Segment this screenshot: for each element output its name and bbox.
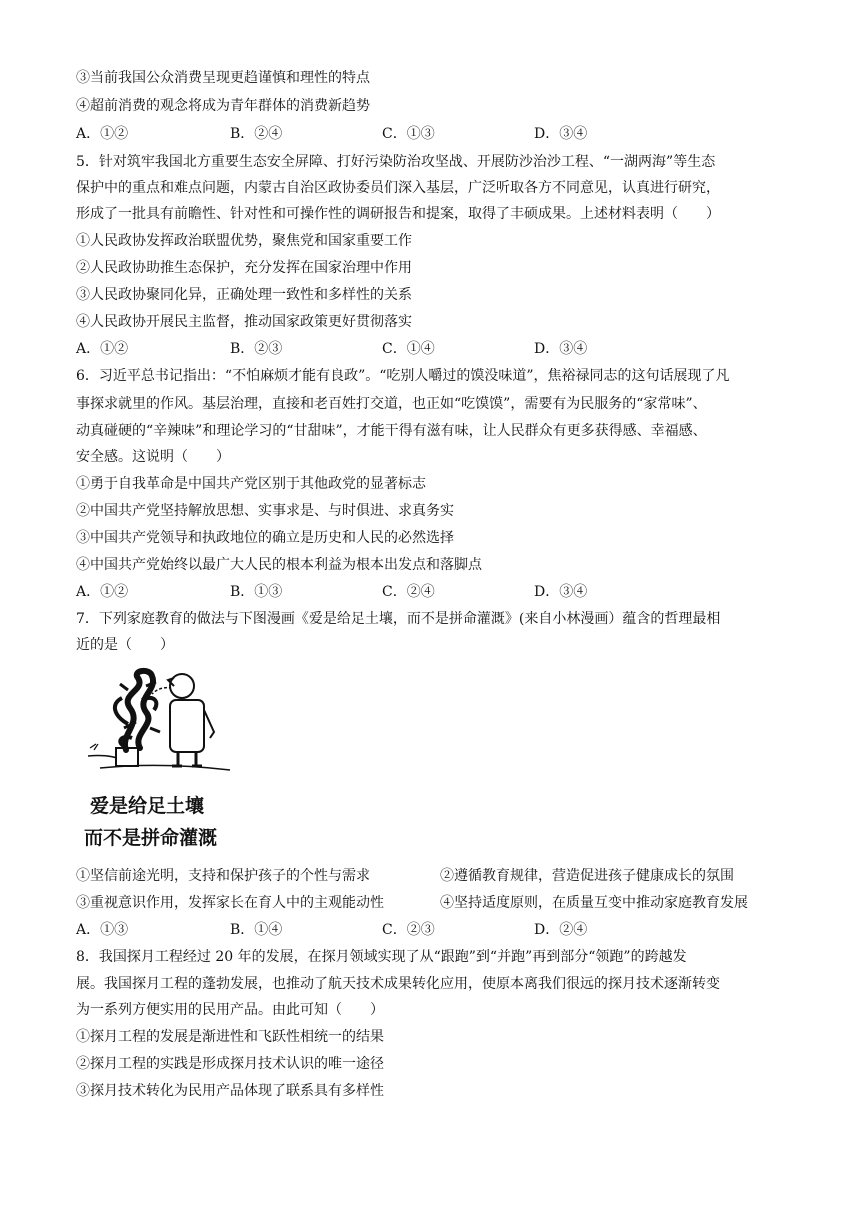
watering-cartoon-drawing bbox=[80, 664, 240, 860]
q7-option-d[interactable]: D．②④ bbox=[534, 922, 588, 938]
q5-statement-3: ③人民政协聚同化异，正确处理一致性和多样性的关系 bbox=[76, 287, 412, 303]
q7-option-c[interactable]: C．②③ bbox=[382, 922, 435, 938]
q5-stem-line-2: 保护中的重点和难点问题，内蒙古自治区政协委员们深入基层，广泛听取各方不同意见，认真进行研究， bbox=[76, 180, 720, 196]
cartoon-caption-line-2: 而不是拼命灌溉 bbox=[84, 827, 218, 849]
cartoon-caption-line-1: 爱是给足土壤 bbox=[90, 795, 205, 817]
q8-stem-line-2: 展。我国探月工程的蓬勃发展，也推动了航天技术成果转化应用，使原本离我们很远的探月技术逐渐转变 bbox=[76, 976, 720, 992]
q8-stem-line-1: 8．我国探月工程经过 20 年的发展，在探月领域实现了从“跟跑”到“并跑”再到部分“领跑”的跨越发 bbox=[76, 949, 687, 965]
q5-statement-4: ④人民政协开展民主监督，推动国家政策更好贯彻落实 bbox=[76, 314, 412, 330]
q4-option-c[interactable]: C．①③ bbox=[382, 126, 435, 142]
q7-statement-3: ③重视意识作用，发挥家长在育人中的主观能动性 bbox=[76, 895, 384, 911]
q6-stem-line-3: 动真碰硬的“辛辣味”和理论学习的“甘甜味”，才能干得有滋有味，让人民群众有更多获得感、幸福感、 bbox=[76, 423, 707, 439]
q8-statement-3: ③探月技术转化为民用产品体现了联系具有多样性 bbox=[76, 1083, 384, 1099]
q7-statement-2: ②遵循教育规律，营造促进孩子健康成长的氛围 bbox=[440, 868, 734, 884]
q7-stem-line-2: 近的是（ ） bbox=[76, 637, 174, 653]
q8-stem-line-3: 为一系列方便实用的民用产品。由此可知（ ） bbox=[76, 1002, 384, 1018]
q6-stem-line-2: 事探求就里的作风。基层治理，直接和老百姓打交道，也正如“吃馍馍”，需要有为民服务的“家常味”、 bbox=[76, 396, 707, 412]
q6-stem-line-1: 6．习近平总书记指出：“不怕麻烦才能有良政”。“吃别人嚼过的馍没味道”，焦裕禄同志的这句话展现了凡 bbox=[76, 368, 730, 384]
q5-option-a[interactable]: A．①② bbox=[76, 341, 129, 357]
q5-statement-2: ②人民政协助推生态保护，充分发挥在国家治理中作用 bbox=[76, 260, 412, 276]
q4-statement-3: ③当前我国公众消费呈现更趋谨慎和理性的特点 bbox=[76, 70, 370, 86]
q4-option-d[interactable]: D．③④ bbox=[534, 126, 588, 142]
q7-statement-4: ④坚持适度原则，在质量互变中推动家庭教育发展 bbox=[440, 895, 748, 911]
q4-statement-4: ④超前消费的观念将成为青年群体的消费新趋势 bbox=[76, 98, 370, 114]
q6-stem-line-4: 安全感。这说明（ ） bbox=[76, 449, 230, 465]
q6-option-c[interactable]: C．②④ bbox=[382, 584, 435, 600]
q6-statement-3: ③中国共产党领导和执政地位的确立是历史和人民的必然选择 bbox=[76, 530, 454, 546]
q7-option-b[interactable]: B．①④ bbox=[230, 922, 283, 938]
q7-option-a[interactable]: A．①③ bbox=[76, 922, 129, 938]
q6-statement-1: ①勇于自我革命是中国共产党区别于其他政党的显著标志 bbox=[76, 476, 426, 492]
q8-statement-1: ①探月工程的发展是渐进性和飞跃性相统一的结果 bbox=[76, 1029, 384, 1045]
q5-option-b[interactable]: B．②③ bbox=[230, 341, 283, 357]
q5-stem-line-1: 5．针对筑牢我国北方重要生态安全屏障、打好污染防治攻坚战、开展防沙治沙工程、“一湖两海”等生态 bbox=[76, 154, 716, 170]
q8-statement-2: ②探月工程的实践是形成探月技术认识的唯一途径 bbox=[76, 1056, 384, 1072]
q6-option-d[interactable]: D．③④ bbox=[534, 584, 588, 600]
cartoon-illustration bbox=[80, 664, 240, 860]
q6-statement-4: ④中国共产党始终以最广大人民的根本利益为根本出发点和落脚点 bbox=[76, 557, 482, 573]
q6-statement-2: ②中国共产党坚持解放思想、实事求是、与时俱进、求真务实 bbox=[76, 503, 454, 519]
q7-stem-line-1: 7．下列家庭教育的做法与下图漫画《爱是给足土壤，而不是拼命灌溉》(来自小林漫画）蕴含的哲理最相 bbox=[76, 611, 721, 627]
q4-option-a[interactable]: A．①② bbox=[76, 126, 129, 142]
q5-option-d[interactable]: D．③④ bbox=[534, 341, 588, 357]
q7-statement-1: ①坚信前途光明，支持和保护孩子的个性与需求 bbox=[76, 868, 370, 884]
q5-stem-line-3: 形成了一批具有前瞻性、针对性和可操作性的调研报告和提案，取得了丰硕成果。上述材料表明（ ） bbox=[76, 206, 720, 222]
q6-option-b[interactable]: B．①③ bbox=[230, 584, 283, 600]
q5-statement-1: ①人民政协发挥政治联盟优势，聚焦党和国家重要工作 bbox=[76, 233, 412, 249]
q4-option-b[interactable]: B．②④ bbox=[230, 126, 283, 142]
q5-option-c[interactable]: C．①④ bbox=[382, 341, 435, 357]
q6-option-a[interactable]: A．①② bbox=[76, 584, 129, 600]
